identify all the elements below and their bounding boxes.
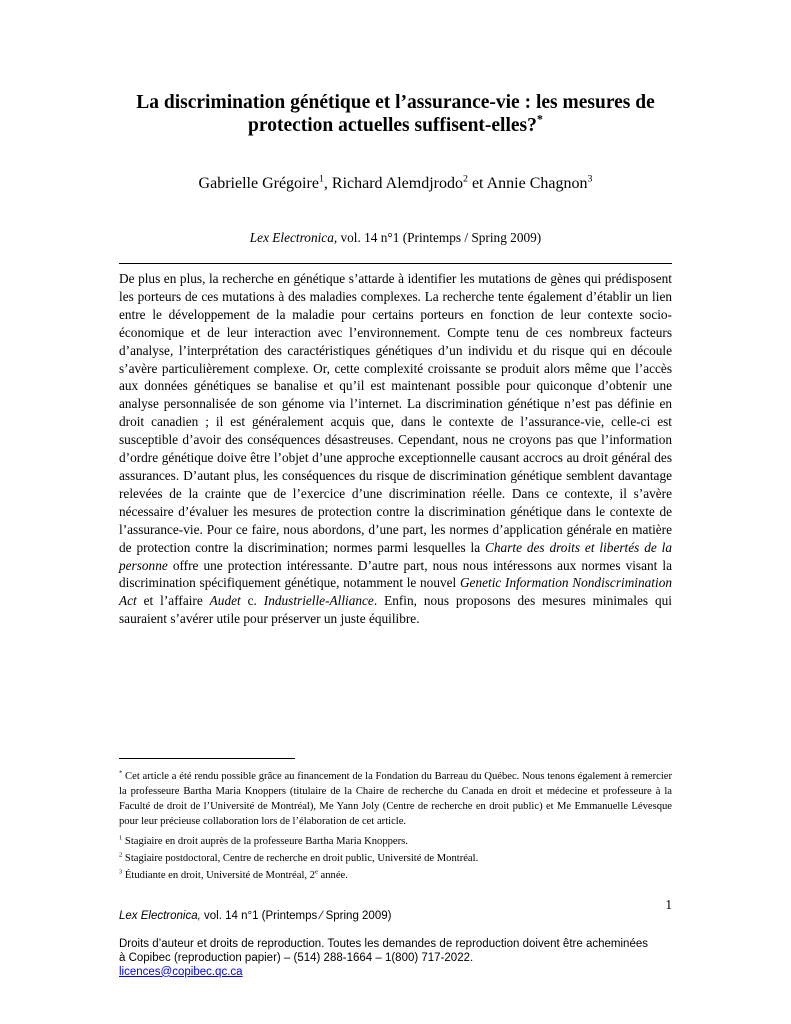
author-name: Gabrielle Grégoire: [198, 175, 319, 192]
footer-rights-text: Droits d’auteur et droits de reproduction. Toutes les demandes de reproduction doivent être acheminées à Copibec (reproduction papier) – (514) 288-1664 – 1(800) 717-2022.: [119, 938, 648, 964]
footnote-item: [119, 851, 672, 866]
footnote-marker: *: [119, 769, 123, 777]
abstract-italic: Audet: [209, 593, 241, 609]
abstract-paragraph: [119, 270, 672, 628]
abstract-italic: Genetic Information Nondiscrimination Act: [119, 575, 672, 609]
title-line-2: protection actuelles suffisent-elles?: [248, 115, 537, 136]
footnote-superscript: e: [314, 868, 318, 876]
abstract-divider: [119, 263, 672, 264]
author-list: [100, 174, 691, 194]
author-footnote-ref[interactable]: 2: [462, 173, 468, 185]
footer-journal-details: vol. 14 n°1 (Printemps ⁄ Spring 2009): [200, 910, 392, 922]
footnote-separator: [119, 758, 295, 759]
footnote-item: [119, 868, 672, 883]
footnote-text: Stagiaire en droit auprès de la professeure Bartha Maria Knoppers.: [122, 836, 408, 847]
footnote-item: [119, 834, 672, 849]
title-footnote-marker[interactable]: *: [536, 112, 543, 127]
footer-citation: [119, 909, 391, 924]
footnote-marker: 3: [119, 868, 123, 876]
journal-name: Lex Electronica: [249, 230, 334, 245]
abstract-text: offre une protection intéressante. D’autre part, nous nous intéressons aux normes visant la discrimination spécifiquement génétique, notamment le nouvel: [119, 557, 672, 591]
footnote-item: [119, 769, 672, 829]
author-name: Richard Alemdjrodo: [331, 175, 463, 192]
abstract-text: c.: [240, 593, 264, 609]
journal-citation: [100, 229, 691, 247]
abstract-text: De plus en plus, la recherche en génétique s’attarde à identifier les mutations de gènes qui prédisposent les porteurs de ces mutations à des maladies complexes. La recherche tente également d’établir un lien entre le développement de la maladie pour certains porteurs en fonction de leur contexte socio-économique et de leur interaction avec l’environnement. Compte tenu de ces nombreux facteurs d’analyse, l’interprétation des caractéristiques génétiques d’un individu et du risque qui en découle s’avère particulièrement complexe. Or, cette complexité croissante se produit alors même que l’accès aux données génétiques se banalise et qu’il est maintenant possible pour quiconque d’obtenir une analyse personnalisée de son génome via l’internet. La discrimination génétique n’est pas définie en droit canadien ; il est généralement acquis que, dans le contexte de l’assurance-vie, celle-ci est susceptible d’avoir des conséquences désastreuses. Cependant, nous ne croyons pas que l’information d’ordre génétique doive être l’objet d’une approche exceptionnelle causant accrocs au droit général des assurances. D’autant plus, les conséquences du risque de discrimination génétique semblent davantage relevées de la crainte que de l’exercice d’une discrimination réelle. Dans ce contexte, il s’avère nécessaire d’évaluer les mesures de protection contre la discrimination génétique dans le contexte de l’assurance-vie. Pour ce faire, nous abordons, d’une part, les normes d’application générale en matière de protection contre la discrimination; normes parmi lesquelles la: [119, 271, 672, 555]
footnote-text: Étudiante en droit, Université de Montréal, 2: [122, 870, 315, 881]
author-name: Annie Chagnon: [486, 175, 588, 192]
footnote-marker: 2: [119, 851, 123, 859]
abstract-text: . Enfin, nous proposons des mesures minimales qui sauraient s’avérer utile pour préserver un juste équilibre.: [119, 593, 672, 627]
footer-journal-name: Lex Electronica,: [119, 910, 201, 922]
footer-email-link[interactable]: licences@copibec.qc.ca: [119, 965, 243, 978]
footnote-text-tail: année.: [317, 870, 348, 881]
author-separator: et: [467, 175, 487, 192]
footnote-text: Stagiaire postdoctoral, Centre de recherche en droit public, Université de Montréal.: [122, 853, 479, 864]
footer-rights-notice: [119, 938, 648, 979]
abstract-italic: Industrielle-Alliance: [263, 593, 374, 609]
article-title: [100, 91, 691, 137]
page-number: 1: [665, 897, 672, 912]
journal-details: , vol. 14 n°1 (Printemps / Spring 2009): [333, 230, 542, 245]
abstract-italic: Charte des droits et libertés de la personne: [119, 539, 672, 573]
footnote-text: Cet article a été rendu possible grâce au financement de la Fondation du Barreau du Québec. Nous tenons également à remercier la professeure Bartha Maria Knoppers (titulaire de la Chaire de recherche du Canada en droit et médecine et professeure à la Faculté de droit de l’Université de Montréal), Me Yann Joly (Centre de recherche en droit public) et Me Emmanuelle Lévesque pour leur précieuse collaboration lors de l’élaboration de cet article.: [119, 771, 672, 827]
footnote-marker: 1: [119, 834, 123, 842]
title-line-1: La discrimination génétique et l’assurance-vie : les mesures de: [136, 92, 655, 113]
author-footnote-ref[interactable]: 1: [318, 173, 324, 185]
abstract-text: et l’affaire: [136, 593, 210, 609]
author-separator: ,: [323, 175, 332, 192]
author-footnote-ref[interactable]: 3: [587, 173, 593, 185]
footnotes: [119, 769, 672, 888]
